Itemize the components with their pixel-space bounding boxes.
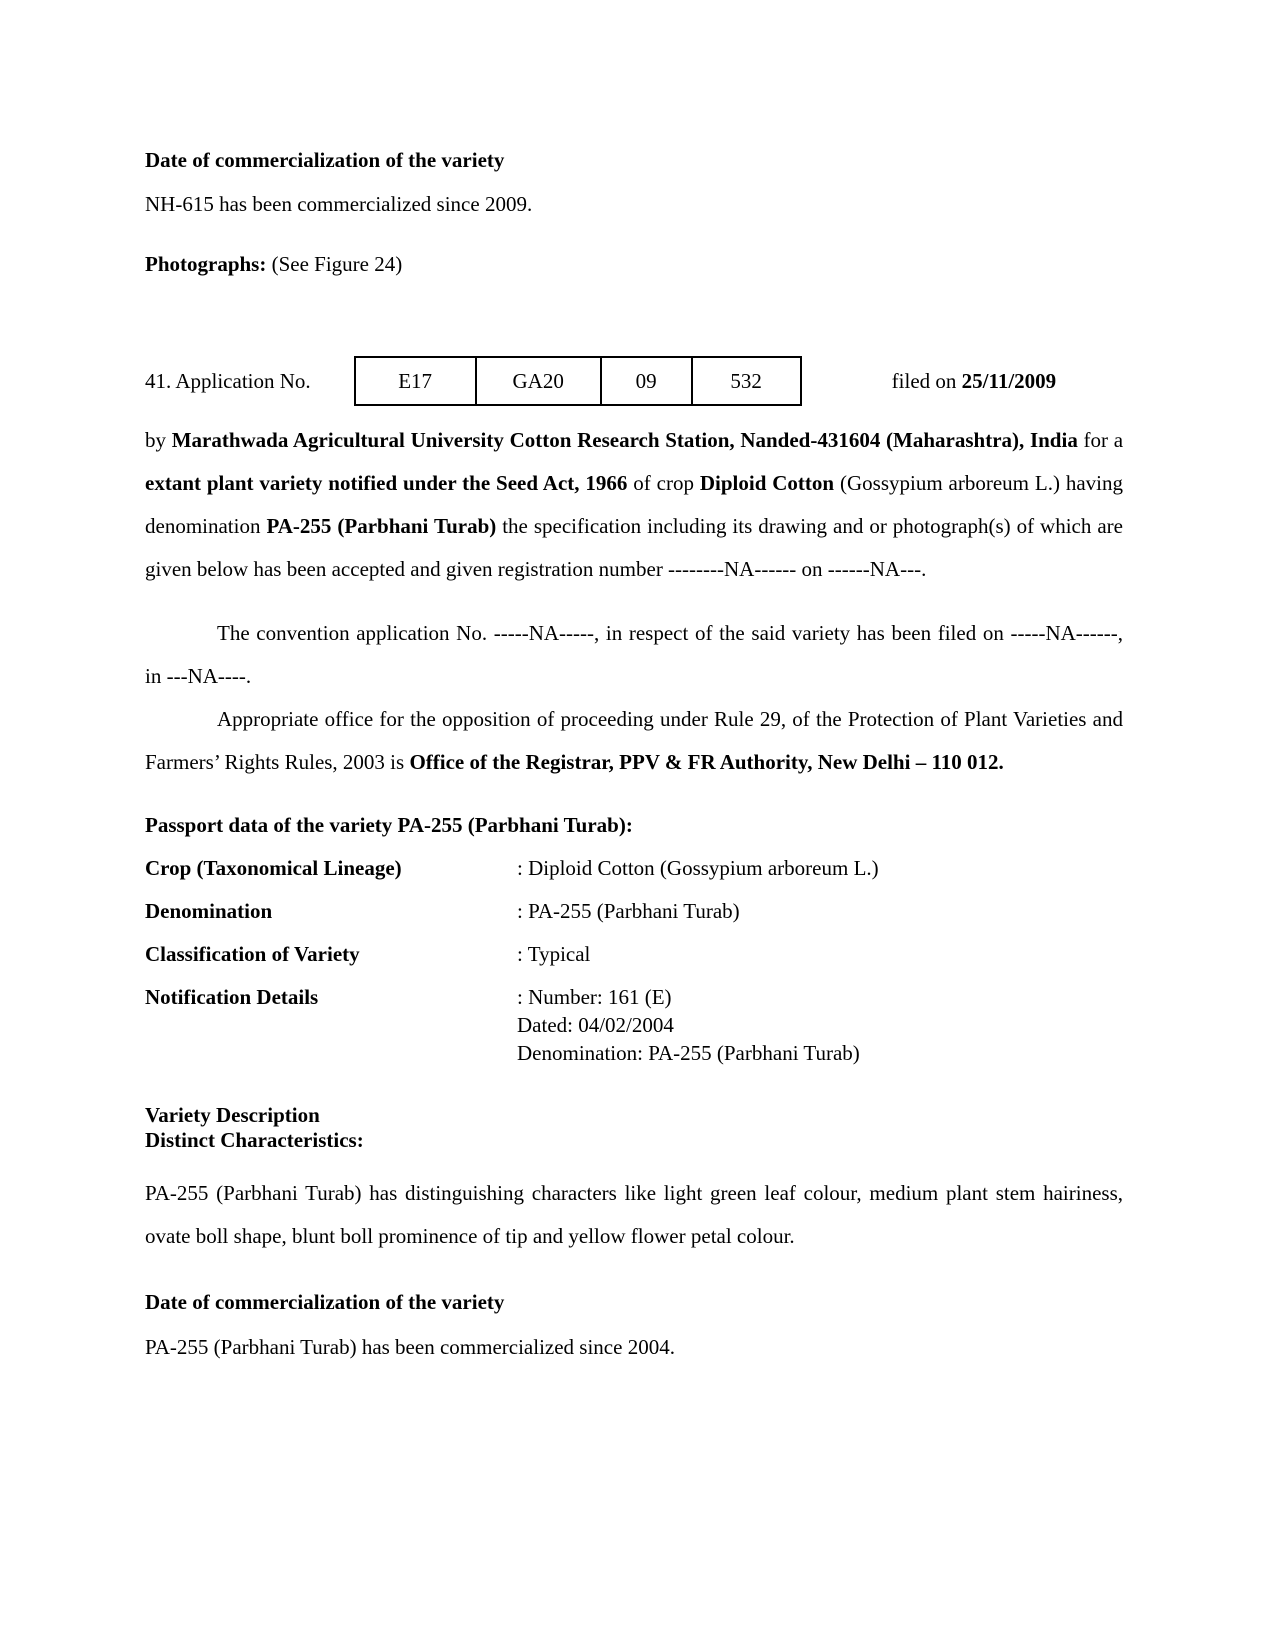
passport-data-heading: Passport data of the variety PA-255 (Parbhani Turab):: [145, 813, 633, 837]
distinct-characteristics-paragraph: PA-255 (Parbhani Turab) has distinguishing characters like light green leaf colour, medium plant stem hairiness, ovate boll shape, blunt boll prominence of tip and yellow flower petal colour.: [145, 1181, 1123, 1248]
variety-description-headings: [145, 1103, 1123, 1153]
application-number-row: [145, 356, 1123, 406]
passport-row-notification: [145, 983, 1123, 1067]
passport-value-classification: : Typical: [517, 942, 591, 966]
application-number-label: 41. Application No.: [145, 368, 311, 393]
passport-row-denomination: [145, 897, 1123, 926]
passport-label-notification: Notification Details: [145, 985, 319, 1009]
convention-paragraph: The convention application No. -----NA-----, in respect of the said variety has been filed on -----NA------, in ---NA----.: [145, 621, 1123, 688]
passport-value-denomination: : PA-255 (Parbhani Turab): [517, 899, 740, 923]
passport-row-classification: [145, 940, 1123, 969]
notification-denomination-line: Denomination: PA-255 (Parbhani Turab): [517, 1041, 860, 1065]
application-code-cell-3: 09: [601, 357, 692, 405]
passport-label-classification: Classification of Variety: [145, 942, 360, 966]
application-code-cell-2: GA20: [476, 357, 601, 405]
application-code-cell-4: 532: [692, 357, 801, 405]
filed-on-text: filed on 25/11/2009: [891, 368, 1057, 393]
notification-dated-line: Dated: 04/02/2004: [517, 1013, 674, 1037]
pa255-commercialization-text: PA-255 (Parbhani Turab) has been commercialized since 2004.: [145, 1335, 675, 1359]
application-code-cell-1: E17: [355, 357, 476, 405]
passport-label-denomination: Denomination: [145, 899, 273, 923]
passport-value-notification: [517, 983, 1123, 1067]
photographs-line: Photographs: (See Figure 24): [145, 252, 403, 276]
notification-number-line: : Number: 161 (E): [517, 985, 672, 1009]
passport-row-crop: [145, 854, 1123, 883]
opposition-office-paragraph: Appropriate office for the opposition of proceeding under Rule 29, of the Protection of Plant Varieties and Farmers’ Rights Rules, 2003 is Office of the Registrar, PPV & FR Authority, New Delhi – 110 012.: [145, 707, 1123, 774]
application-body-paragraph: by Marathwada Agricultural University Cotton Research Station, Nanded-431604 (Maharashtra), India for a extant plant variety notified under the Seed Act, 1966 of crop Diploid Cotton (Gossypium arboreum L.) having denomination PA-255 (Parbhani Turab) the specification including its drawing and or photograph(s) of which are given below has been accepted and given registration number --------NA------ on ------NA---.: [145, 428, 1124, 581]
passport-label-crop: Crop (Taxonomical Lineage): [145, 856, 402, 880]
nh615-commercialization-text: NH-615 has been commercialized since 2009.: [145, 192, 533, 216]
variety-description-heading: Variety Description: [145, 1103, 320, 1127]
application-number-table: [354, 356, 802, 406]
pa255-commercialization-heading: Date of commercialization of the variety: [145, 1290, 505, 1314]
nh615-commercialization-heading: Date of commercialization of the variety: [145, 148, 505, 172]
passport-value-crop: : Diploid Cotton (Gossypium arboreum L.): [517, 856, 879, 880]
distinct-characteristics-heading: Distinct Characteristics:: [145, 1128, 364, 1152]
application-number-table-row: [355, 357, 801, 405]
